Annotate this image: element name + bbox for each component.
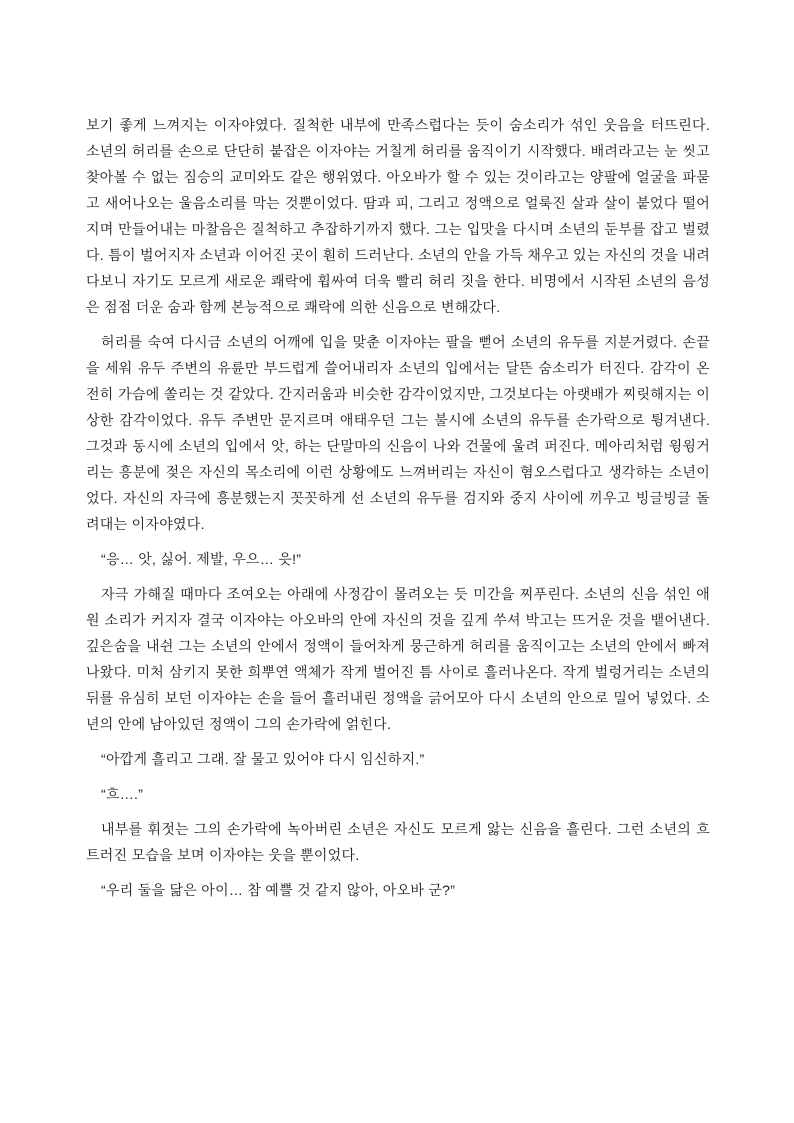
document-body <box>86 112 710 903</box>
paragraph-3: 자극 가해질 때마다 조여오는 아래에 사정감이 몰려오는 듯 미간을 찌푸린다. 소년의 신음 섞인 애원 소리가 커지자 결국 이자야는 아오바의 안에 자신의 것을 깊게 쑤셔 박고는 뜨거운 것을 뱉어낸다. 깊은숨을 내쉰 그는 소년의 안에서 정액이 들어차게 뭉근하게 허리를 움직이고는 소년의 안에서 빠져나왔다. 미처 삼키지 못한 희뿌연 액체가 작게 벌어진 틈 사이로 흘러나온다. 작게 벌렁거리는 소년의 뒤를 유심히 보던 이자야는 손을 들어 흘러내린 정액을 긁어모아 다시 소년의 안으로 밀어 넣었다. 소년의 안에 남아있던 정액이 그의 손가락에 얽힌다. <box>86 586 710 732</box>
paragraph-1: 보기 좋게 느껴지는 이자야였다. 질척한 내부에 만족스럽다는 듯이 숨소리가 섞인 웃음을 터뜨린다. 소년의 허리를 손으로 단단히 붙잡은 이자야는 거칠게 허리를 움직이기 시작했다. 배려라고는 눈 씻고 찾아볼 수 없는 짐승의 교미와도 같은 행위였다. 아오바가 할 수 있는 것이라고는 양팔에 얼굴을 파묻고 새어나오는 울음소리를 막는 것뿐이었다. 땀과 피, 그리고 정액으로 얼룩진 살과 살이 붙었다 떨어지며 만들어내는 마찰음은 질척하고 추잡하기까지 했다. 그는 입맛을 다시며 소년의 둔부를 잡고 벌렸다. 틈이 벌어지자 소년과 이어진 곳이 훤히 드러난다. 소년의 안을 가득 채우고 있는 자신의 것을 내려다보니 자기도 모르게 새로운 쾌락에 휩싸여 더욱 빨리 허리 짓을 한다. 비명에서 시작된 소년의 음성은 점점 더운 숨과 함께 본능적으로 쾌락에 의한 신음으로 변해갔다. <box>86 117 710 315</box>
dialogue-line-1: “응… 앗, 싫어. 제발, 우으… 읏!” <box>101 551 302 567</box>
dialogue-line-4: “우리 둘을 닮은 아이… 참 예쁠 것 같지 않아, 아오바 군?” <box>101 882 456 898</box>
dialogue-line-3: “흐….” <box>101 786 144 802</box>
paragraph-2: 허리를 숙여 다시금 소년의 어깨에 입을 맞춘 이자야는 팔을 뻗어 소년의 유두를 지분거렸다. 손끝을 세워 유두 주변의 유륜만 부드럽게 쓸어내리자 소년의 입에서는 달뜬 숨소리가 터진다. 감각이 온전히 가슴에 쏠리는 것 같았다. 간지러움과 비슷한 감각이었지만, 그것보다는 아랫배가 찌릿해지는 이상한 감각이었다. 유두 주변만 문지르며 애태우던 그는 불시에 소년의 유두를 손가락으로 튕겨낸다. 그것과 동시에 소년의 입에서 앗, 하는 단말마의 신음이 나와 건물에 울려 퍼진다. 메아리처럼 윙윙거리는 흥분에 젖은 자신의 목소리에 이런 상황에도 느껴버리는 자신이 혐오스럽다고 생각하는 소년이었다. 자신의 자극에 흥분했는지 꼿꼿하게 선 소년의 유두를 검지와 중지 사이에 끼우고 빙글빙글 돌려대는 이자야였다. <box>86 334 710 532</box>
paragraph-4: 내부를 휘젓는 그의 손가락에 녹아버린 소년은 자신도 모르게 앓는 신음을 흘린다. 그런 소년의 흐트러진 모습을 보며 이자야는 웃을 뿐이었다. <box>86 821 710 863</box>
dialogue-line-2: “아깝게 흘리고 그래. 잘 물고 있어야 다시 임신하지.” <box>101 751 425 767</box>
